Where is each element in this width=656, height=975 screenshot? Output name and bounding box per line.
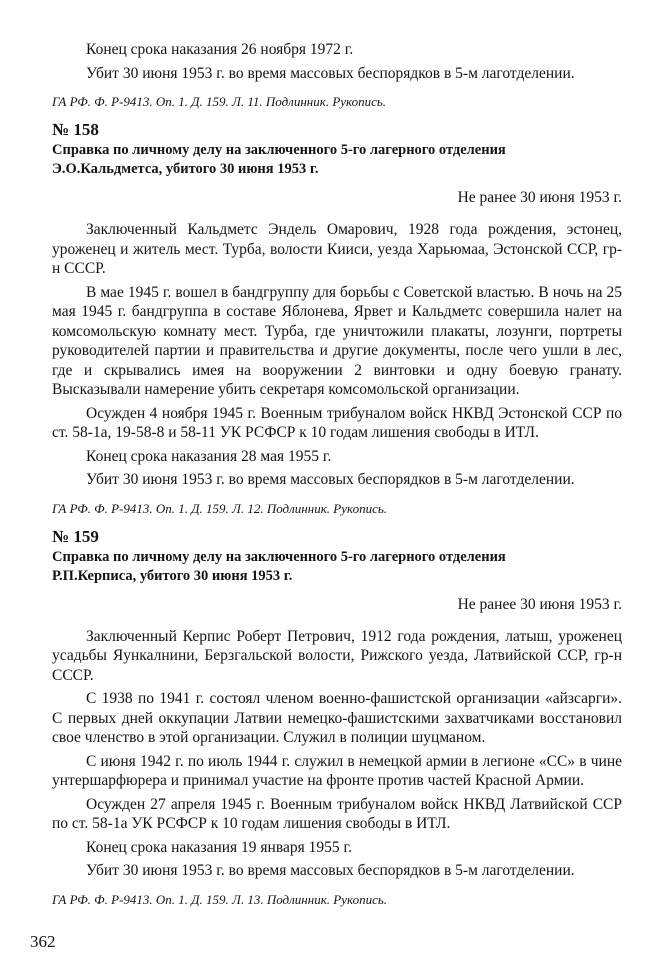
doc-159-paragraph-4: Осужден 27 апреля 1945 г. Военным трибуналом войск НКВД Латвийской ССР по ст. 58-1а УК РСФСР к 10 годам лишения свободы в ИТЛ.: [52, 795, 622, 832]
doc-158-title-line2: Э.О.Кальдметса, убитого 30 июня 1953 г.: [52, 161, 319, 177]
doc-159-date: Не ранее 30 июня 1953 г.: [457, 595, 622, 613]
doc-158-source: ГА РФ. Ф. Р-9413. Оп. 1. Д. 159. Л. 12. Подлинник. Рукопись.: [52, 500, 388, 516]
doc-159-paragraph-2: С 1938 по 1941 г. состоял членом военно-фашистской организации «айзсарги». С первых дней оккупации Латвии немецко-фашистскими захватчиками восстановил свое членство в этой организации. Служил в полиции шуцманом.: [52, 690, 622, 746]
intro-term-end: Конец срока наказания 26 ноября 1972 г.: [86, 41, 354, 58]
doc-158-paragraph-1: Заключенный Кальдметс Эндель Омарович, 1928 года рождения, эстонец, уроженец и житель мест. Турба, волости Кииси, уезда Харьюмаа, Эстонской ССР, гр-н СССР.: [52, 221, 622, 277]
intro-source: ГА РФ. Ф. Р-9413. Оп. 1. Д. 159. Л. 11. Подлинник. Рукопись.: [52, 94, 387, 109]
doc-158-number: № 158: [52, 120, 99, 139]
doc-159-paragraph-3: С июня 1942 г. по июль 1944 г. служил в немецкой армии в легионе «СС» в чине унтершарфюрера и принимал участие на фронте против частей Красной Армии.: [52, 752, 622, 789]
doc-158-paragraph-4: Конец срока наказания 28 мая 1955 г.: [86, 447, 332, 465]
document-159: [52, 527, 622, 908]
page-content: [52, 40, 622, 908]
doc-159-paragraph-6: Убит 30 июня 1953 г. во время массовых беспорядков в 5-м лаготделении.: [86, 862, 575, 879]
doc-158-title-line1: Справка по личному делу на заключенного 5-го лагерного отделения: [52, 142, 506, 158]
doc-159-paragraph-5: Конец срока наказания 19 января 1955 г.: [86, 838, 352, 856]
doc-159-number: № 159: [52, 526, 99, 546]
doc-159-title-line1: Справка по личному делу на заключенного 5-го лагерного отделения: [52, 548, 506, 565]
doc-158-paragraph-5: Убит 30 июня 1953 г. во время массовых беспорядков в 5-м лаготделении.: [86, 471, 575, 488]
doc-158-date: Не ранее 30 июня 1953 г.: [457, 189, 622, 206]
page-number: 362: [30, 932, 56, 951]
document-158: [52, 120, 622, 517]
doc-159-source: ГА РФ. Ф. Р-9413. Оп. 1. Д. 159. Л. 13. Подлинник. Рукопись.: [52, 891, 388, 907]
doc-158-paragraph-3: Осужден 4 ноября 1945 г. Военным трибуналом войск НКВД Эстонской ССР по ст. 58-1а, 19-58-8 и 58-11 УК РСФСР к 10 годам лишения свободы в ИТЛ.: [52, 404, 622, 441]
doc-159-title-line2: Р.П.Керписа, убитого 30 июня 1953 г.: [52, 567, 293, 584]
intro-killed: Убит 30 июня 1953 г. во время массовых беспорядков в 5-м лаготделении.: [86, 64, 575, 82]
doc-158-paragraph-2: В мае 1945 г. вошел в бандгруппу для борьбы с Советской властью. В ночь на 25 мая 1945 г. бандгруппа в составе Яблонева, Ярвет и Кальдметс совершила налет на комсомольскую комнату мест. Турба, где уничтожили плакаты, лозунги, портреты руководителей партии и правительства и другие документы, после чего ушли в лес, где и скрывались имея на вооружении 2 винтовки и одну боевую гранату. Высказывали намерение убить секретаря комсомольской организации.: [52, 283, 622, 398]
doc-159-paragraph-1: Заключенный Керпис Роберт Петрович, 1912 года рождения, латыш, уроженец усадьбы Яункалнини, Берзгальской волости, Рижского уезда, Латвийской ССР, гр-н СССР.: [52, 627, 622, 684]
